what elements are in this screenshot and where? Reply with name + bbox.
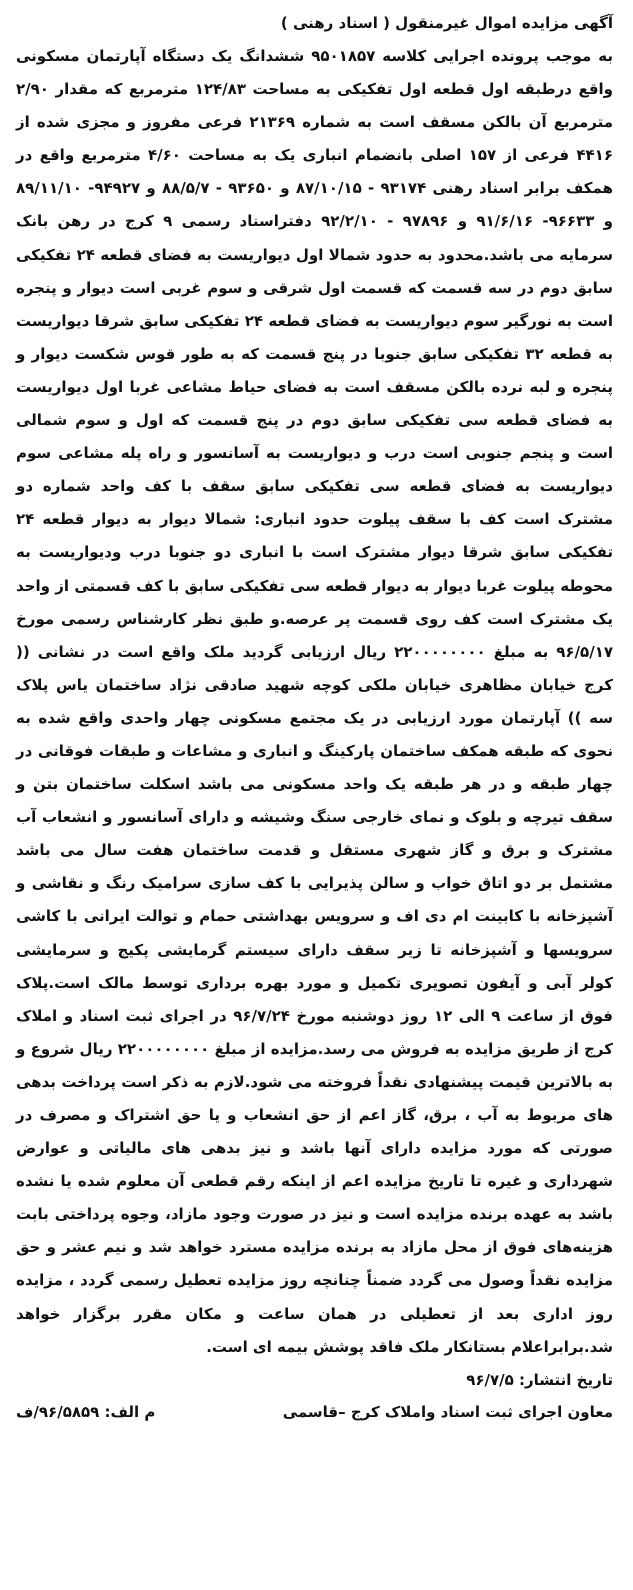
notice-footer [16, 1398, 613, 1426]
reference-number: م الف: ۹۶/۵۸۵۹/ف [16, 1402, 156, 1421]
notice-title: آگهی مزایده اموال غیرمنقول ( اسناد رهنی ) [280, 14, 613, 32]
publish-date: تاریخ انتشار: ۹۶/۷/۵ [466, 1370, 613, 1389]
auction-notice [6, 6, 621, 1583]
notice-body: به موجب پرونده اجرایی کلاسه ۹۵۰۱۸۵۷ ششدانگ یک دستگاه آپارتمان مسکونی واقع درطبقه اول قطعه اول تفکیکی به مساحت ۱۲۴/۸۳ مترمربع که مقدار ۲/۹۰ مترمربع آن بالکن مسقف است به شماره ۲۱۳۶۹ فرعی مفروز و مجزی شده از ۴۴۱۶ فرعی از ۱۵۷ اصلی بانضمام انباری یک به مساحت ۴/۶۰ مترمربع واقع در همکف برابر اسناد رهنی ۹۳۱۷۴ - ۸۷/۱۰/۱۵ و ۹۳۶۵۰ - ۸۸/۵/۷ و ۹۴۹۲۷- ۸۹/۱۱/۱۰ و ۹۶۶۳۳- ۹۱/۶/۱۶ و ۹۷۸۹۶ - ۹۲/۲/۱۰ دفتراسناد رسمی ۹ کرج در رهن بانک سرمایه می باشد.محدود به حدود شمالا اول دیواریست به فضای قطعه ۲۴ تفکیکی سابق دوم در سه قسمت که قسمت اول شرقی و سوم غربی است دیوار و پنجره است به نورگیر سوم دیواریست به فضای قطعه ۲۴ تفکیکی سابق شرقا دیواریست به قطعه ۳۲ تفکیکی سابق جنوبا در پنج قسمت که به طور قوس شکست دیوار و پنجره و لبه نرده بالکن مسقف است به فضای حیاط مشاعی غربا اول دیواریست به فضای قطعه سی تفکیکی سابق دوم در پنج قسمت که اول و سوم شمالی است و پنجم جنوبی است درب و دیواریست به آسانسور و راه پله مشاعی سوم دیواریست به فضای قطعه سی تفکیکی سابق سقف با کف واحد شماره دو مشترک است کف با سقف پیلوت حدود انباری: شمالا دیوار به دیوار قطعه ۲۴ تفکیکی سابق شرقا دیوار مشترک است با انباری دو جنوبا درب ودیواریست به محوطه پیلوت غربا دیوار به دیوار قطعه سی تفکیکی سابق با کف قسمتی از واحد یک مشترک است کف روی قسمت پر عرصه.و طبق نظر کارشناس رسمی مورخ ۹۶/۵/۱۷ به مبلغ ۲۲۰۰۰۰۰۰۰۰ ریال ارزیابی گردید ملک واقع است در نشانی (( کرج خیابان مظاهری خیابان ملکی کوچه شهید صادقی نژاد ساختمان یاس پلاک سه )) آپارتمان مورد ارزیابی در یک مجتمع مسکونی چهار واحدی واقع شده به نحوی که طبقه همکف ساختمان پارکینگ و انباری و مشاعات و طبقات فوقانی در چهار طبقه و در هر طبقه یک واحد مسکونی می باشد اسکلت ساختمان بتن و سقف تیرچه و بلوک و نمای خارجی سنگ وشیشه و دارای آسانسور و انشعاب آب مشترک و برق و گاز شهری مستقل و قدمت ساختمان هفت سال می باشد مشتمل بر دو اتاق خواب و سالن پذیرایی با کف سازی سرامیک رنگ و نقاشی و آشپزخانه با کابینت ام دی اف و سرویس بهداشتی حمام و توالت ایرانی با کاشی سرویسها و آشپزخانه تا زیر سقف دارای سیستم گرمایشی پکیج و سرمایشی کولر آبی و آیفون تصویری تکمیل و مورد بهره برداری توسط مالک است.پلاک فوق از ساعت ۹ الی ۱۲ روز دوشنبه مورخ ۹۶/۷/۲۴ در اجرای ثبت اسناد و املاک کرج از طریق مزایده به فروش می رسد.مزایده از مبلغ ۲۲۰۰۰۰۰۰۰۰ ریال شروع و به بالاترین قیمت پیشنهادی نقداً فروخته می شود.لازم به ذکر است پرداخت بدهی های مربوط به آب ، برق، گاز اعم از حق انشعاب و یا حق اشتراک و مصرف در صورتی که مورد مزایده دارای آنها باشد و نیز بدهی های مالیاتی و عوارض شهرداری و غیره تا تاریخ مزایده اعم از اینکه رقم قطعی آن معلوم شده یا نشده باشد به عهده برنده مزایده است و نیز در صورت وجود مازاد، وجوه پرداختی بابت هزینه‌های فوق از محل مازاد به برنده مزایده مسترد خواهد شد و نیم عشر و حق مزایده نقداً وصول می گردد ضمناً چنانچه روز مزایده تعطیل رسمی گردد ، مزایده روز اداری بعد از تعطیلی در همان ساعت و مکان مقرر برگزار خواهد شد.برابراعلام بستانکار ملک فاقد پوشش بیمه ای است. [16, 47, 614, 1356]
signature: معاون اجرای ثبت اسناد واملاک کرج –قاسمی [282, 1402, 613, 1421]
